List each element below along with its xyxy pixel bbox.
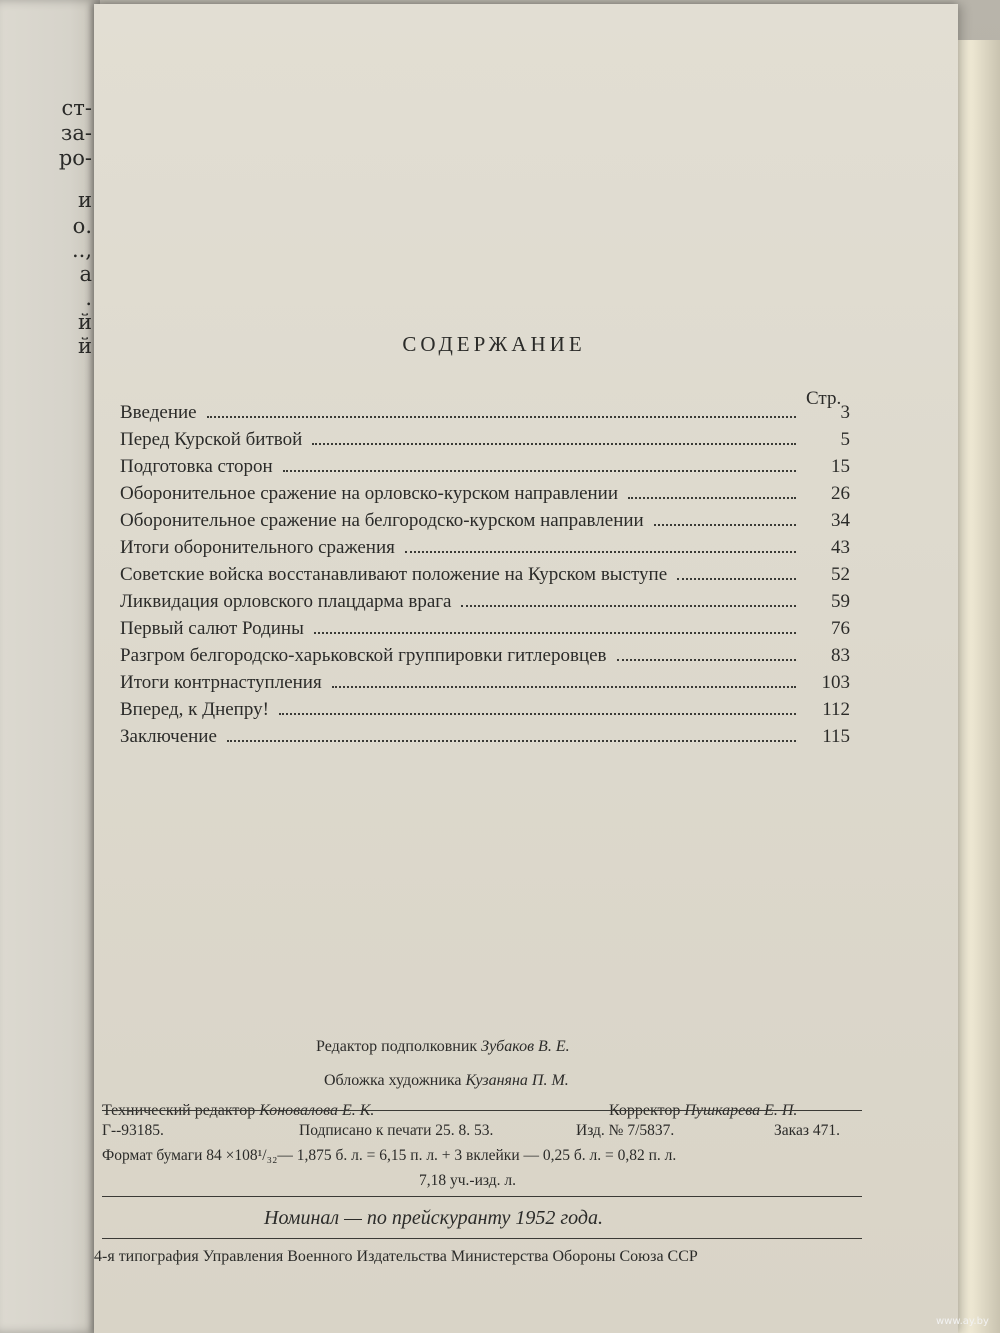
dot-leader [654, 524, 796, 526]
toc-entry [120, 456, 850, 483]
cover-credit [324, 1072, 569, 1090]
toc-entry-page: 52 [831, 564, 850, 585]
previous-page-edge [0, 0, 100, 1333]
dot-leader [312, 443, 796, 445]
imprint-signed: Подписано к печати 25. 8. 53. [299, 1122, 494, 1139]
left-page-fragment: за- [60, 121, 92, 145]
dot-leader [279, 713, 796, 715]
toc-entry-page: 83 [831, 645, 850, 666]
corrector-credit [609, 1102, 797, 1120]
toc-entry-title: Первый салют Родины [120, 618, 304, 639]
left-page-fragment: а [79, 262, 92, 286]
toc-entry [120, 672, 850, 699]
toc-entry-page: 43 [831, 537, 850, 558]
toc-entry-page: 3 [840, 402, 850, 423]
dot-leader [227, 740, 796, 742]
left-page-fragment: ст- [61, 96, 92, 120]
toc-entry-title: Подготовка сторон [120, 456, 273, 477]
left-page-fragment: и [78, 188, 92, 212]
toc-entry [120, 645, 850, 672]
toc-entry-page: 112 [822, 699, 850, 720]
dot-leader [207, 416, 796, 418]
toc-entry-page: 76 [831, 618, 850, 639]
toc-entry [120, 429, 850, 456]
dot-leader [332, 686, 796, 688]
tech-editor-credit [102, 1102, 374, 1120]
toc-entry-title: Итоги контрнаступления [120, 672, 322, 693]
rule-bottom [102, 1238, 862, 1239]
corrector-name: Пушкарева Е. П. [684, 1102, 798, 1119]
toc-entry [120, 564, 850, 591]
toc-entry-page: 26 [831, 483, 850, 504]
toc-entry-title: Итоги оборонительного сражения [120, 537, 395, 558]
toc-entry-page: 34 [831, 510, 850, 531]
toc-entry-page: 5 [840, 429, 850, 450]
left-page-fragment: й [78, 310, 92, 334]
left-page-fragment: о. [72, 214, 92, 238]
left-page-fragment: .., [71, 238, 92, 262]
tech-editor-label: Технический редактор [102, 1102, 256, 1119]
imprint-volume: 7,18 уч.-изд. л. [419, 1172, 516, 1189]
cover-label: Обложка художника [324, 1072, 462, 1089]
toc-entry-page: 59 [831, 591, 850, 612]
dot-leader [314, 632, 796, 634]
left-page-fragment: ро- [58, 146, 92, 170]
table-of-contents [120, 402, 850, 753]
tech-editor-name: Коновалова Е. К. [259, 1102, 375, 1119]
dot-leader [677, 578, 796, 580]
left-page-fragment: . [85, 286, 92, 310]
dot-leader [283, 470, 796, 472]
toc-heading: СОДЕРЖАНИЕ [402, 332, 586, 356]
toc-entry [120, 510, 850, 537]
editor-name: Зубаков В. Е. [481, 1038, 570, 1055]
dot-leader [405, 551, 796, 553]
book-page [94, 4, 958, 1333]
toc-entry [120, 402, 850, 429]
rule-top [102, 1110, 862, 1111]
left-page-fragment: й [78, 334, 92, 358]
imprint-code: Г--93185. [102, 1122, 164, 1139]
toc-entry-page: 115 [822, 726, 850, 747]
editor-label: Редактор подполковник [316, 1038, 478, 1055]
toc-entry [120, 699, 850, 726]
toc-entry [120, 726, 850, 753]
corrector-label: Корректор [609, 1102, 681, 1119]
toc-entry-title: Вперед, к Днепру! [120, 699, 269, 720]
imprint-order: Заказ 471. [774, 1122, 840, 1139]
editor-credit [316, 1038, 570, 1056]
dot-leader [461, 605, 796, 607]
dot-leader [628, 497, 796, 499]
toc-entry [120, 591, 850, 618]
toc-entry-title: Введение [120, 402, 197, 423]
toc-entry-title: Перед Курской битвой [120, 429, 303, 450]
toc-page-column-header: Стр. [806, 388, 842, 409]
imprint-format: Формат бумаги 84 ×108¹/₃₂— 1,875 б. л. = 6,15 п. л. + 3 вклейки — 0,25 б. л. = 0,82 п. л. [102, 1147, 677, 1164]
toc-entry-title: Ликвидация орловского плацдарма врага [120, 591, 452, 612]
printer-line: 4-я типография Управления Военного Издательства Министерства Обороны Союза ССР [94, 1248, 698, 1265]
imprint-publisher-number: Изд. № 7/5837. [576, 1122, 675, 1139]
toc-entry-title: Оборонительное сражение на орловско-курском направлении [120, 483, 619, 504]
toc-entry-page: 103 [821, 672, 850, 693]
cover-name: Кузаняна П. М. [465, 1072, 569, 1089]
dot-leader [617, 659, 796, 661]
toc-entry [120, 618, 850, 645]
toc-entry-title: Оборонительное сражение на белгородско-курском направлении [120, 510, 644, 531]
toc-entry-title: Разгром белгородско-харьковской группировки гитлеровцев [120, 645, 607, 666]
toc-entry-page: 15 [831, 456, 850, 477]
toc-entry-title: Заключение [120, 726, 217, 747]
toc-entry [120, 537, 850, 564]
rule-middle [102, 1196, 862, 1197]
toc-entry-title: Советские войска восстанавливают положение на Курском выступе [120, 564, 668, 585]
site-watermark: www.ay.by [936, 1316, 989, 1327]
toc-entry [120, 483, 850, 510]
price-note: Номинал — по прейскуранту 1952 года. [264, 1207, 603, 1229]
